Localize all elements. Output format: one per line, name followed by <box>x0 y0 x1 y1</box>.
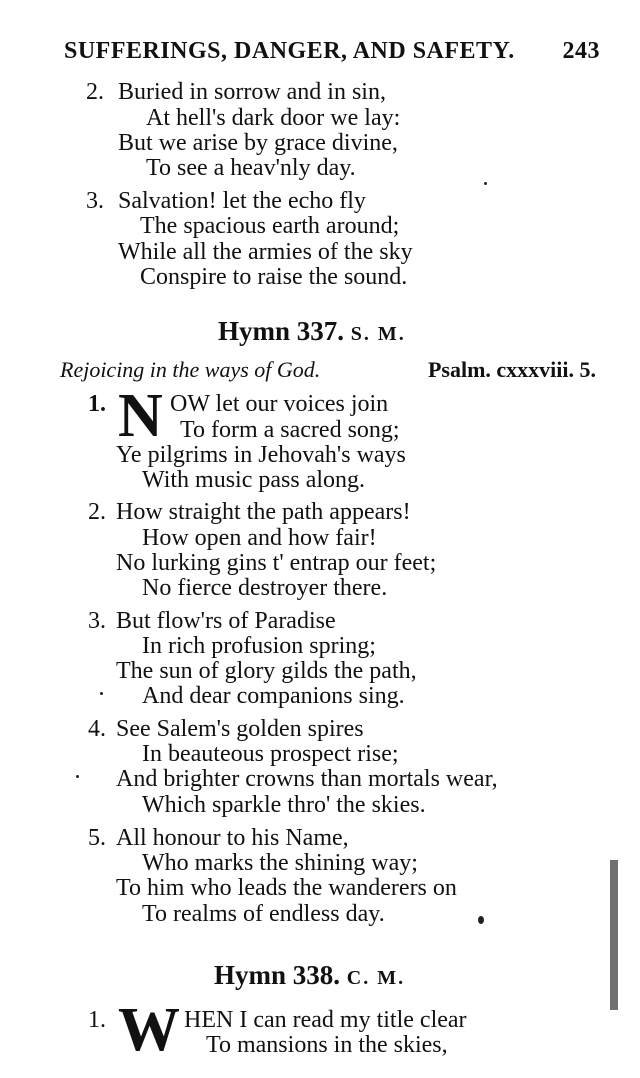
verse-line: Ye pilgrims in Jehovah's ways <box>116 442 406 468</box>
hymn-title <box>214 960 405 991</box>
hymn-subtitle <box>60 357 596 383</box>
verse-line: To him who leads the wanderers on <box>116 875 457 901</box>
stanza-number: 3. <box>86 188 104 214</box>
verse-line: All honour to his Name, <box>116 825 349 851</box>
verse-line: How straight the path appears! <box>116 499 411 525</box>
verse-line: To mansions in the skies, <box>206 1032 448 1058</box>
verse-line: Which sparkle thro' the skies. <box>142 792 426 818</box>
running-title: SUFFERINGS, DANGER, AND SAFETY. <box>64 38 515 64</box>
stanza-number: 1. <box>88 1007 106 1033</box>
verse-line: To form a sacred song; <box>180 417 400 443</box>
ink-speck <box>76 775 79 778</box>
stanza-number: 5. <box>88 825 106 851</box>
stanza-number: 4. <box>88 716 106 742</box>
hymn-number: Hymn 337. <box>218 316 345 346</box>
verse-line: How open and how fair! <box>142 525 377 551</box>
stanza-number: 2. <box>86 79 104 105</box>
verse-line: The sun of glory gilds the path, <box>116 658 417 684</box>
drop-cap: W <box>118 996 180 1064</box>
stanza-number: 3. <box>88 608 106 634</box>
verse-line: No lurking gins t' entrap our feet; <box>116 550 437 576</box>
stanza-number: 1. <box>88 391 106 417</box>
scripture-reference: Psalm. cxxxviii. 5. <box>427 357 596 382</box>
verse-line: No fierce destroyer there. <box>142 575 388 601</box>
verse-line: To realms of endless day. <box>142 901 385 927</box>
ink-speck <box>478 916 484 924</box>
verse-line: But flow'rs of Paradise <box>116 608 336 634</box>
hymn-meter: C. M. <box>346 967 406 989</box>
page-edge-shadow <box>610 860 618 1010</box>
ink-speck <box>100 692 103 695</box>
verse-line: HEN I can read my title clear <box>184 1007 467 1033</box>
verse-line: At hell's dark door we lay: <box>146 105 401 131</box>
verse-line: In rich profusion spring; <box>142 633 376 659</box>
hymn-meter: S. M. <box>350 323 406 345</box>
hymn-number: Hymn 338. <box>214 960 341 990</box>
verse-line: And dear companions sing. <box>142 683 405 709</box>
running-header <box>64 38 600 65</box>
page-number: 243 <box>562 38 600 64</box>
drop-cap: N <box>118 382 163 450</box>
verse-line: To see a heav'nly day. <box>146 155 356 181</box>
verse-line: But we arise by grace divine, <box>118 130 398 156</box>
hymn-theme: Rejoicing in the ways of God. <box>60 357 321 382</box>
verse-line: OW let our voices join <box>170 391 389 417</box>
verse-line: The spacious earth around; <box>140 213 400 239</box>
verse-line: Conspire to raise the sound. <box>140 264 408 290</box>
verse-line: Salvation! let the echo fly <box>118 188 366 214</box>
verse-line: And brighter crowns than mortals wear, <box>116 766 498 792</box>
ink-speck <box>484 182 487 185</box>
verse-line: While all the armies of the sky <box>118 239 413 265</box>
verse-line: With music pass along. <box>142 467 366 493</box>
hymn-title <box>218 316 406 347</box>
verse-line: See Salem's golden spires <box>116 716 364 742</box>
verse-line: In beauteous prospect rise; <box>142 741 399 767</box>
verse-line: Buried in sorrow and in sin, <box>118 79 386 105</box>
verse-line: Who marks the shining way; <box>142 850 418 876</box>
stanza-number: 2. <box>88 499 106 525</box>
